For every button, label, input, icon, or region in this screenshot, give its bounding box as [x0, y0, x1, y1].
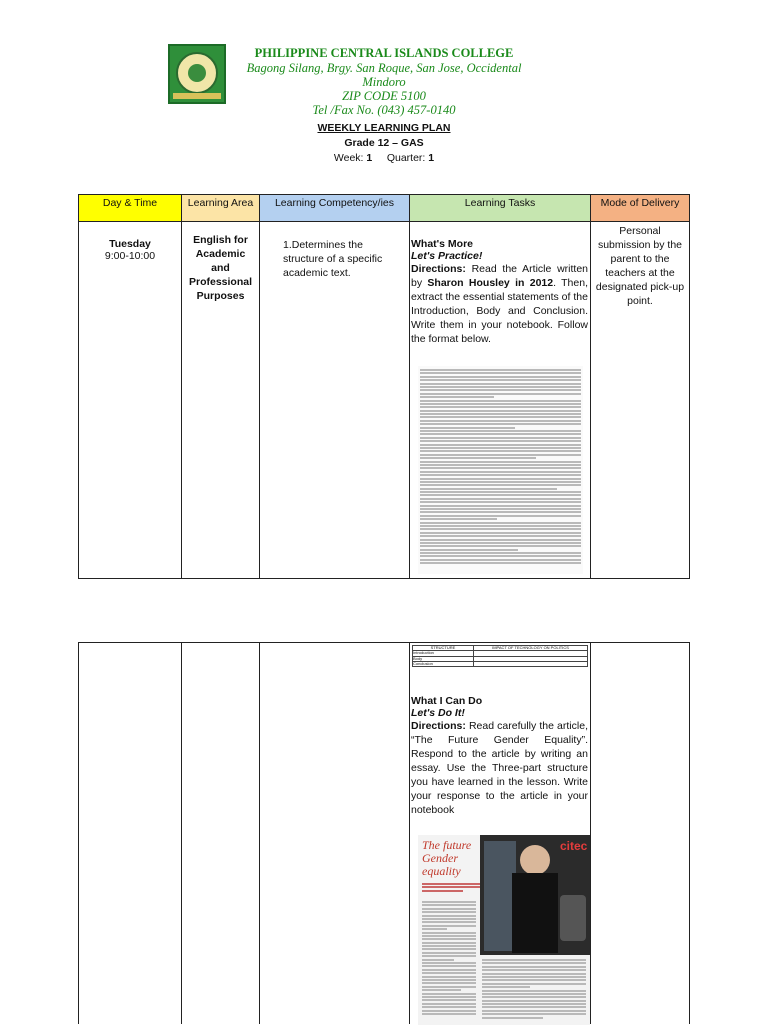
- article-text-line: [422, 911, 476, 913]
- header-learning-area: Learning Area: [181, 194, 260, 222]
- article-text-line: [420, 400, 581, 402]
- article-text-line: [422, 908, 476, 910]
- article-text-line: [420, 444, 581, 446]
- cell-day-time: Tuesday 9:00-10:00: [78, 221, 182, 579]
- article-text-line: [420, 518, 497, 520]
- article-text-line: [422, 959, 454, 961]
- article-text-line: [420, 525, 581, 527]
- header-day-time: Day & Time: [78, 194, 182, 222]
- cell-competency-2: [259, 642, 410, 1024]
- article-text-line: [422, 952, 476, 954]
- cell-learning-area-2: [181, 642, 260, 1024]
- article-text-line: [420, 410, 581, 412]
- article-text-line: [420, 437, 581, 439]
- article-text-line: [420, 420, 581, 422]
- article-text-line: [420, 528, 581, 530]
- article-text-line: [422, 996, 476, 998]
- article-text-line: [420, 461, 581, 463]
- article-text-line: [420, 474, 581, 476]
- article-text-line: [420, 542, 581, 544]
- article-text-line: [482, 983, 586, 985]
- learning-plan-table: [78, 194, 690, 579]
- article-text-line: [422, 938, 476, 940]
- task-directions: Directions: Read the Article written by Sharon Housley in 2012. Then, extract the essential statements of the Introduction, Body and Conclusion. Write them in your notebook. Follow the format below.: [411, 263, 588, 345]
- article-text-line: [422, 979, 476, 981]
- article-text-line: [420, 505, 581, 507]
- article-text-line: [482, 990, 586, 992]
- article-text-line: [420, 383, 581, 385]
- article-text-line: [420, 511, 581, 513]
- article-text-line: [420, 372, 581, 374]
- cell-day-time-2: [78, 642, 182, 1024]
- article-text-line: [420, 545, 581, 547]
- magazine-article-image: The future Gender equality citec: [418, 835, 590, 1025]
- cell-mode-of-delivery-2: [590, 642, 690, 1024]
- article-text-line: [420, 467, 581, 469]
- cell-competency: 1.Determines the structure of a specific academic text.: [259, 221, 410, 579]
- learning-plan-table-continued: [78, 642, 690, 1024]
- article-text-line: [482, 1006, 586, 1008]
- article-text-line: [422, 955, 476, 957]
- article-text-line: [482, 962, 586, 964]
- article-text-line: [420, 481, 581, 483]
- article-text-line: [482, 973, 586, 975]
- article-text-line: [482, 959, 586, 961]
- magazine-photo: citec: [480, 835, 590, 955]
- college-name: PHILIPPINE CENTRAL ISLANDS COLLEGE: [254, 46, 514, 60]
- article-text-line: [420, 515, 581, 517]
- structure-mini-table: STRUCTURE IMPACT OF TECHNOLOGY ON POLITICS Introduction Body Conclusion: [412, 645, 588, 663]
- article-text-line: [422, 972, 476, 974]
- article-text-line: [422, 918, 476, 920]
- cell-learning-tasks-2: STRUCTURE IMPACT OF TECHNOLOGY ON POLITICS Introduction Body Conclusion What I Can Do Let's Do It! Directions: Read carefully the article, “The Future Gender Equality”. Respond to the article by writing an essay. Use the Three-part structure you have learned in the lesson. Write your response to the article in your notebook The future Gender equality citec: [409, 642, 591, 1024]
- article-text-line: [482, 1013, 586, 1015]
- article-text-line: [422, 928, 447, 930]
- article-text-line: [420, 522, 581, 524]
- article-text-line: [420, 389, 581, 391]
- article-text-line: [420, 457, 536, 459]
- article-text-line: [420, 427, 515, 429]
- cell-learning-tasks: What's More Let's Practice! Directions: Read the Article written by Sharon Housley in 2012. Then, extract the essential statements of the Introduction, Body and Conclusion. Write them in your notebook. Follow the format below.: [409, 221, 591, 579]
- article-text-line: [420, 532, 581, 534]
- article-text-line: [420, 450, 581, 452]
- article-text-line: [420, 501, 581, 503]
- article-text-line: [420, 535, 581, 537]
- article-text-line: [422, 989, 461, 991]
- article-text-line: [420, 491, 581, 493]
- article-text-line: [420, 423, 581, 425]
- grade-level: Grade 12 – GAS: [344, 137, 424, 149]
- article-text-line: [422, 1003, 476, 1005]
- cell-mode-of-delivery: Personal submission by the parent to the teachers at the designated pick-up point.: [590, 221, 690, 579]
- article-text-line: [420, 376, 581, 378]
- article-text-line: [420, 406, 581, 408]
- article-text-line: [420, 484, 581, 486]
- article-text-line: [420, 433, 581, 435]
- article-text-line: [420, 562, 581, 564]
- article-text-line: [420, 498, 581, 500]
- article-text-line: [420, 454, 581, 456]
- article-text-line: [482, 976, 586, 978]
- article-text-line: [422, 1010, 476, 1012]
- article-text-line: [482, 993, 586, 995]
- article-text-line: [422, 1006, 476, 1008]
- article-text-line: [422, 901, 476, 903]
- article-text-line: [420, 369, 581, 371]
- cell-learning-area: English for Academic and Professional Purposes: [181, 221, 260, 579]
- article-text-line: [482, 969, 586, 971]
- article-text-line: [420, 416, 581, 418]
- article-text-line: [482, 986, 530, 988]
- article-text-line: [422, 915, 476, 917]
- logo-seal: [176, 52, 218, 94]
- header-mode-of-delivery: Mode of Delivery: [590, 194, 690, 222]
- article-text-line: [422, 976, 476, 978]
- article-text-line: [482, 996, 586, 998]
- article-text-line: [420, 559, 581, 561]
- article-text-line: [420, 552, 581, 554]
- article-text-line: [482, 966, 586, 968]
- article-text-line: [422, 982, 476, 984]
- article-text-line: [420, 539, 581, 541]
- article-text-line: [422, 999, 476, 1001]
- article-text-line: [422, 945, 476, 947]
- article-text-line: [420, 447, 581, 449]
- article-text-line: [482, 1003, 586, 1005]
- article-text-line: [420, 379, 581, 381]
- article-text-line: [420, 386, 581, 388]
- article-text-line: [420, 549, 518, 551]
- article-text-line: [482, 1017, 543, 1019]
- article-text-line: [422, 932, 476, 934]
- article-text-line: [420, 464, 581, 466]
- header-learning-tasks: Learning Tasks: [409, 194, 591, 222]
- article-text-line: [422, 993, 476, 995]
- article-text-line: [420, 488, 557, 490]
- article-text-line: [420, 478, 581, 480]
- article-text-line: [420, 471, 581, 473]
- article-text-line: [422, 904, 476, 906]
- article-text-line: [422, 948, 476, 950]
- article-text-line: [422, 935, 476, 937]
- article-text-line: [422, 965, 476, 967]
- article-text-line: [482, 1000, 586, 1002]
- article-text-line: [482, 1010, 586, 1012]
- article-text-line: [420, 494, 581, 496]
- plan-title: WEEKLY LEARNING PLAN: [317, 122, 451, 134]
- task-directions-2: Directions: Read carefully the article, “The Future Gender Equality”. Respond to the article by writing an essay. Use the Three-part structure you have learned in the lesson. Write your response to the article in your notebook: [411, 720, 588, 816]
- article-text-line: [420, 555, 581, 557]
- college-logo: [168, 44, 226, 104]
- article-text-line: [422, 1013, 476, 1015]
- article-text-line: [422, 925, 476, 927]
- article-text-line: [422, 986, 476, 988]
- article-text-line: [482, 979, 586, 981]
- article-text-line: [422, 921, 476, 923]
- article-text-line: [420, 393, 581, 395]
- article-text-line: [420, 430, 581, 432]
- article-text-line: [422, 969, 476, 971]
- article-text-line: [422, 962, 476, 964]
- article-text-line: [420, 403, 581, 405]
- article-text-line: [420, 396, 494, 398]
- college-address: Bagong Silang, Brgy. San Roque, San Jose, Occidental Mindoro ZIP CODE 5100 Tel /Fax No. (043) 457-0140: [246, 61, 522, 117]
- week-quarter: Week: 1 Quarter: 1: [333, 152, 435, 164]
- article-text-line: [422, 942, 476, 944]
- article-text-line: [420, 508, 581, 510]
- article-text-line: [420, 440, 581, 442]
- header-competency: Learning Competency/ies: [259, 194, 410, 222]
- article-text-line: [420, 413, 581, 415]
- article-image: [418, 366, 583, 574]
